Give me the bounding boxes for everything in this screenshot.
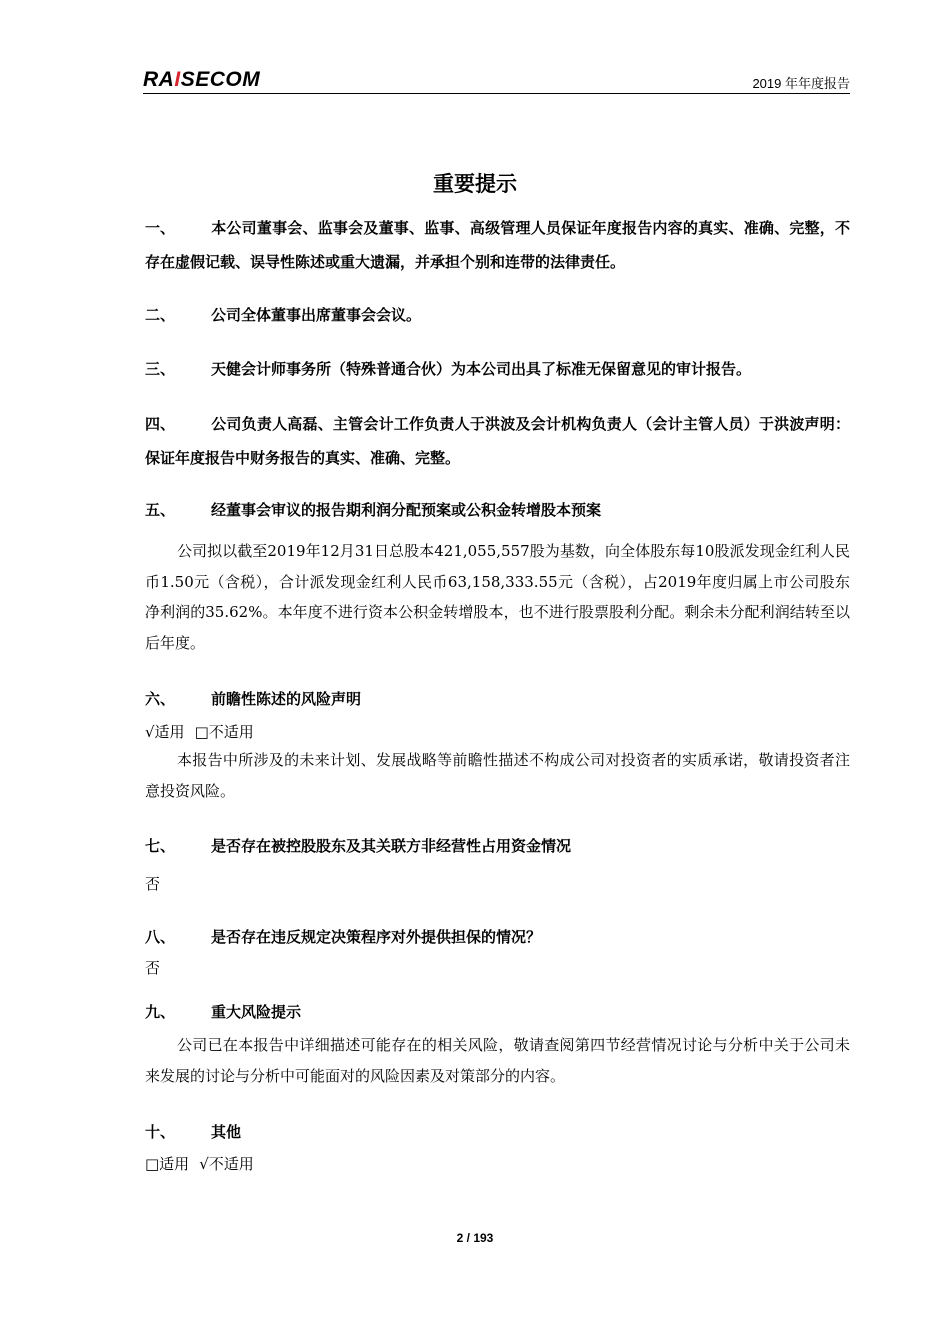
risk-statement-text	[145, 745, 850, 806]
section-number: 四、	[145, 415, 176, 433]
section-body: 公司拟以截至2019年12月31日总股本421,055,557股为基数，向全体股东每10股派发现金红利人民币1.50元（含税），合计派发现金红利人民币63,158,333.55元（含税），占2019年度归属上市公司股东净利润的35.62%。本年度不进行资本公积金转增股本，也不进行股票股利分配。剩余未分配利润结转至以后年度。	[145, 542, 850, 652]
section-10-options	[145, 1151, 850, 1177]
section-9	[145, 995, 850, 1029]
section-7-answer	[145, 871, 850, 897]
section-6-options	[145, 719, 850, 745]
section-8-answer	[145, 955, 850, 981]
profit-distribution-text	[145, 536, 850, 658]
section-number: 三、	[145, 360, 176, 378]
section-text: 经董事会审议的报告期利润分配预案或公积金转增股本预案	[211, 501, 602, 519]
section-text: 重大风险提示	[211, 1003, 302, 1021]
section-number: 六、	[145, 690, 176, 708]
section-body: 公司已在本报告中详细描述可能存在的相关风险，敬请查阅第四节经营情况讨论与分析中关于公司未来发展的讨论与分析中可能面对的风险因素及对策部分的内容。	[145, 1036, 850, 1085]
section-8	[145, 920, 850, 954]
page-title: 重要提示	[433, 172, 517, 196]
option-not-applicable: √不适用	[199, 1155, 254, 1173]
raisecom-logo: RAISECOM	[143, 68, 261, 91]
option-not-applicable: □不适用	[194, 723, 254, 741]
page-number: 2 / 193	[456, 1231, 494, 1245]
section-5	[145, 493, 850, 527]
section-text: 本公司董事会、监事会及董事、监事、高级管理人员保证年度报告内容的真实、准确、完整，不存在虚假记载、误导性陈述或重大遗漏，并承担个别和连带的法律责任。	[145, 219, 850, 271]
report-title: 2019 年年度报告	[752, 76, 850, 91]
section-text: 公司负责人高磊、主管会计工作负责人于洪波及会计机构负责人（会计主管人员）于洪波声明：保证年度报告中财务报告的真实、准确、完整。	[145, 415, 850, 467]
section-6	[145, 682, 850, 716]
section-text: 天健会计师事务所（特殊普通合伙）为本公司出具了标准无保留意见的审计报告。	[211, 360, 752, 378]
answer-text: 否	[145, 959, 161, 977]
section-number: 七、	[145, 837, 176, 855]
section-number: 二、	[145, 306, 176, 324]
option-applicable: □适用	[145, 1155, 190, 1173]
section-number: 八、	[145, 928, 176, 946]
section-10	[145, 1115, 850, 1149]
section-2	[145, 298, 850, 332]
section-3	[145, 352, 850, 386]
section-number: 十、	[145, 1123, 176, 1141]
section-4	[145, 407, 850, 475]
major-risk-text	[145, 1030, 850, 1091]
section-body: 本报告中所涉及的未来计划、发展战略等前瞻性描述不构成公司对投资者的实质承诺，敬请投资者注意投资风险。	[145, 751, 850, 800]
section-number: 一、	[145, 219, 176, 237]
section-number: 五、	[145, 501, 176, 519]
section-1	[145, 211, 850, 279]
page-header	[143, 66, 850, 94]
section-text: 其他	[211, 1123, 242, 1141]
section-7	[145, 829, 850, 863]
section-text: 是否存在被控股股东及其关联方非经营性占用资金情况	[211, 837, 572, 855]
option-applicable: √适用	[145, 723, 185, 741]
section-text: 是否存在违反规定决策程序对外提供担保的情况？	[211, 928, 542, 946]
section-text: 前瞻性陈述的风险声明	[211, 690, 362, 708]
answer-text: 否	[145, 875, 161, 893]
section-text: 公司全体董事出席董事会会议。	[211, 306, 422, 324]
section-number: 九、	[145, 1003, 176, 1021]
